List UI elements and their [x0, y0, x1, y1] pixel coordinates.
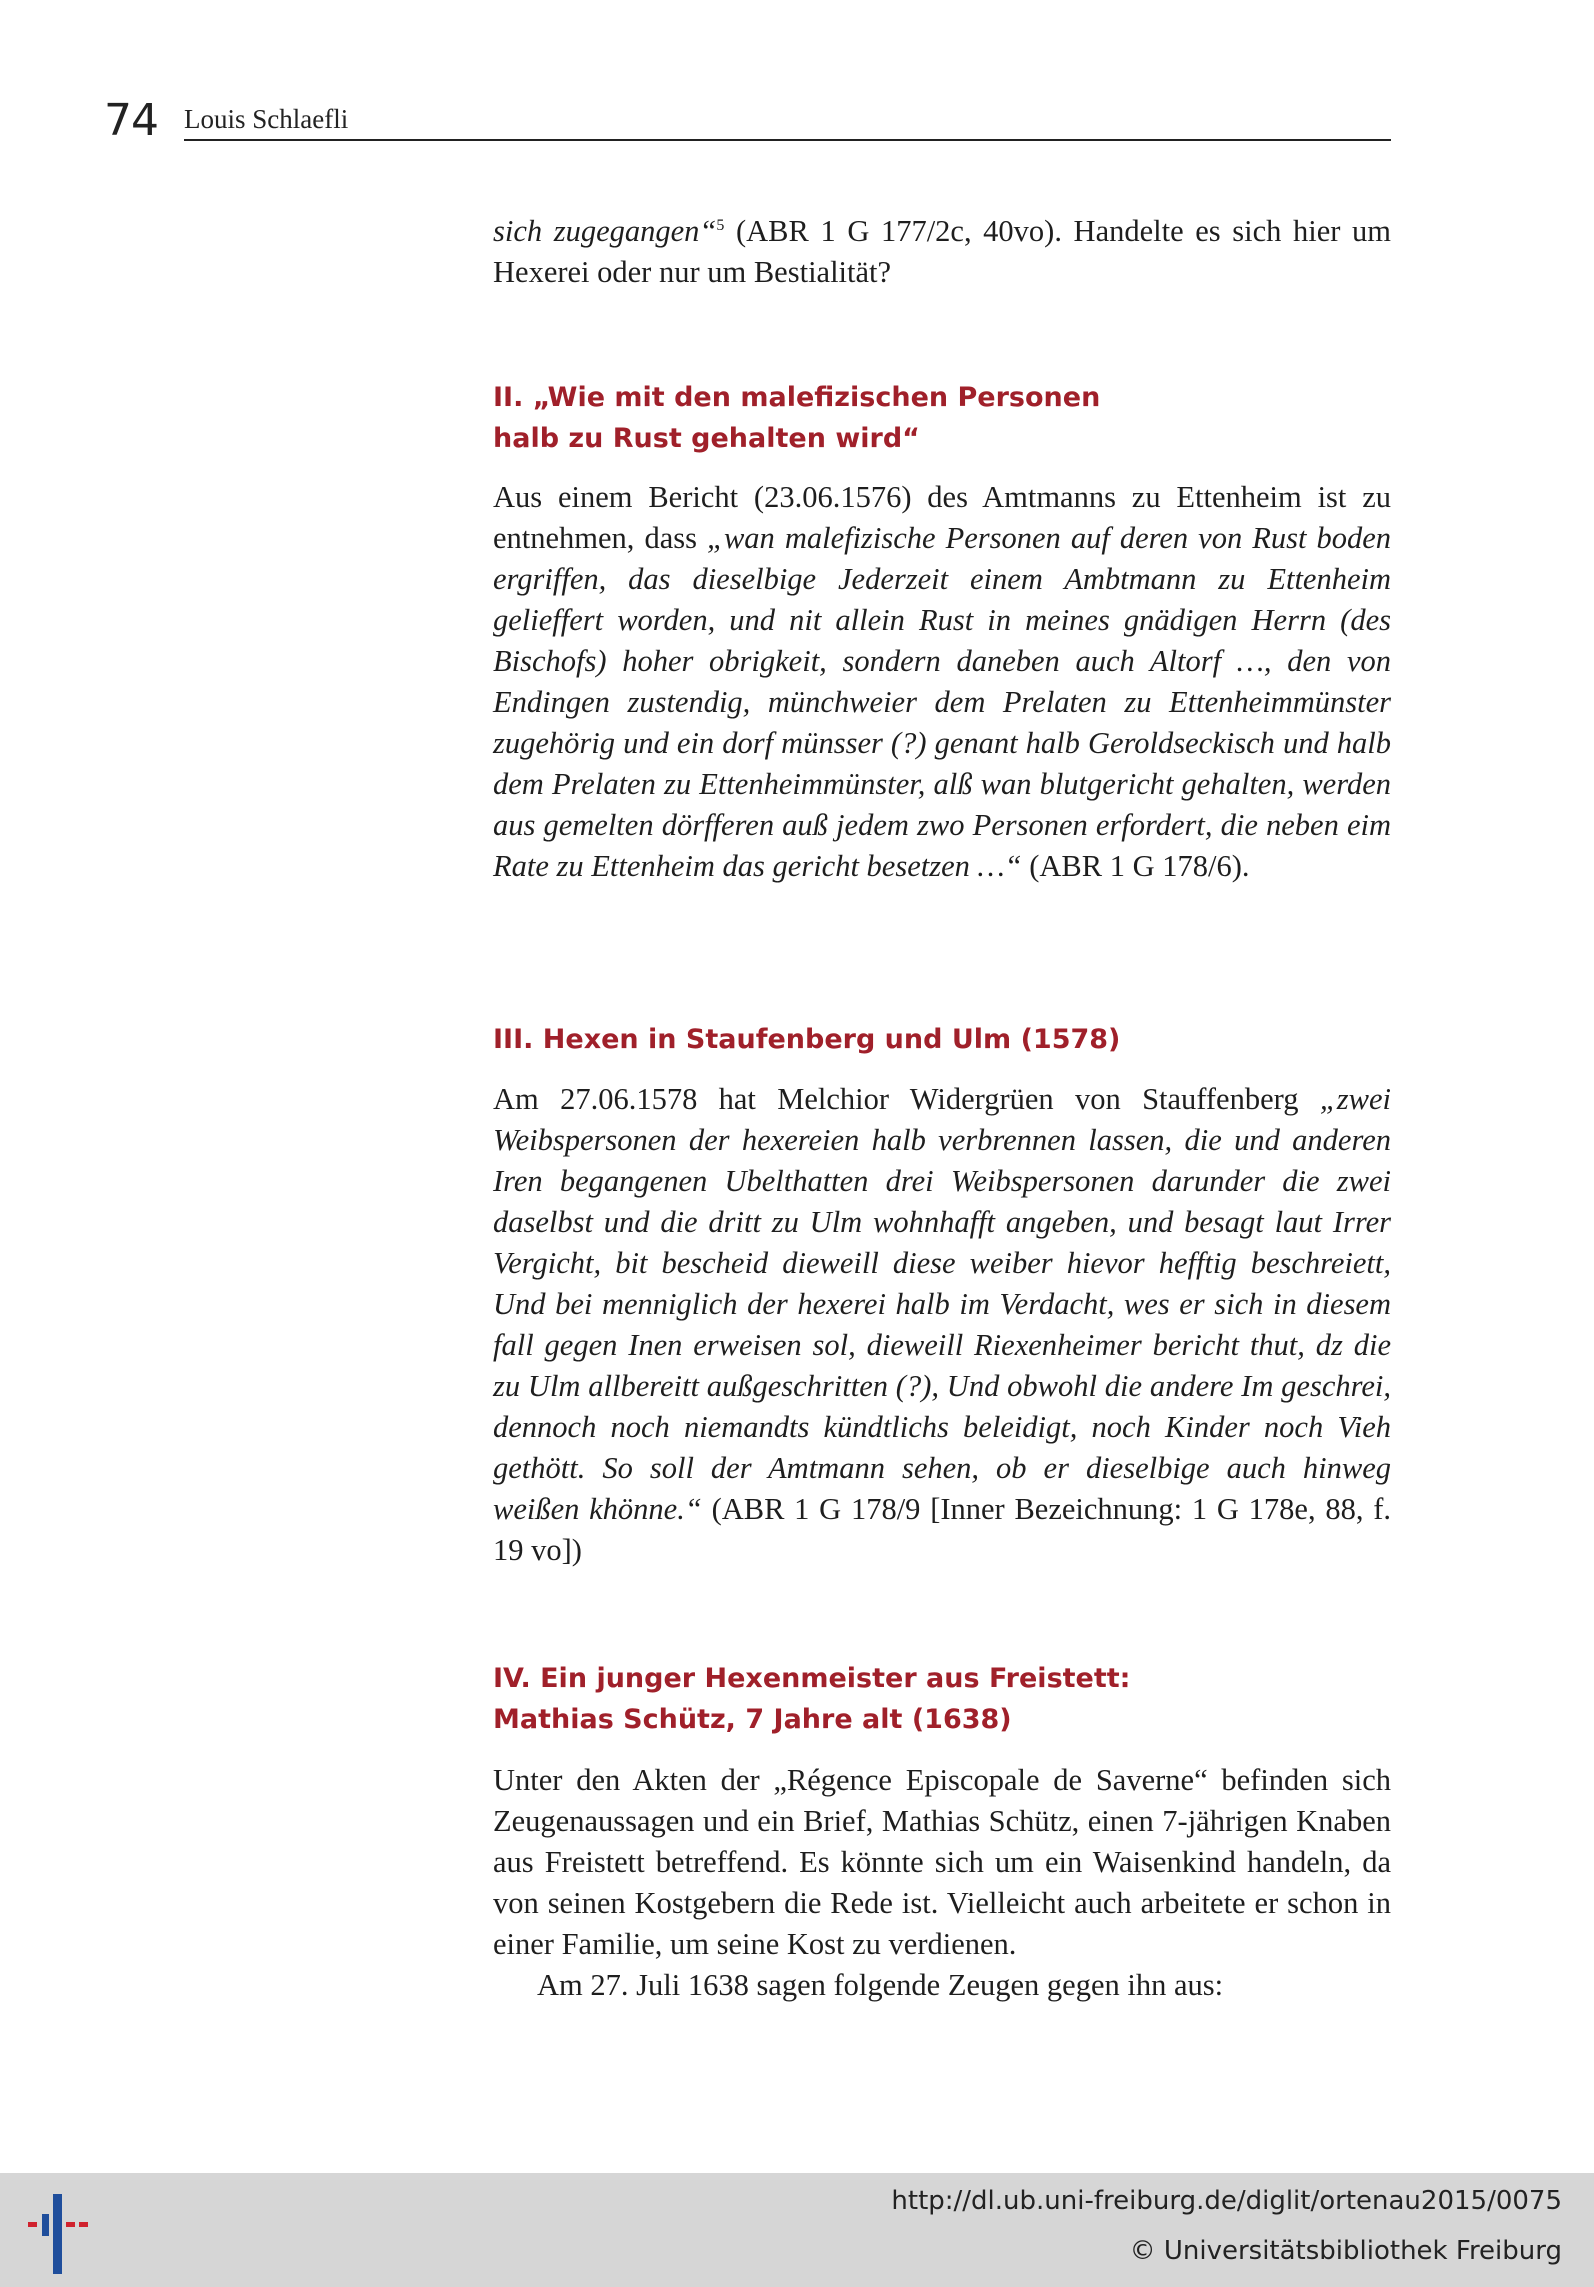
section-4-paragraph-1: Unter den Akten der „Régence Episcopale de Saverne“ befinden sich Zeugenaussagen und ein Brief, Mathias Schütz, einen 7-jährigen Knaben aus Freistett betreffend. Es könnte sich um ein Waisenkind handeln, da von seinen Kostgebern die Rede ist. Vielleicht auch arbeitete er schon in einer Familie, um seine Kost zu verdienen.	[493, 1763, 1391, 1961]
section-3-body	[493, 1079, 1391, 1571]
intro-text: (ABR 1 G 177/2c, 40vo). Handelte es sich hier um Hexerei oder nur um Bestialität?	[493, 214, 1391, 290]
section-2-text-start: Aus einem Bericht (23.06.1576) des Amtmanns zu Ettenheim ist zu entnehmen, dass	[493, 480, 1391, 555]
footer-copyright: © Universitätsbibliothek Freiburg	[1129, 2236, 1562, 2266]
ub-freiburg-logo-icon[interactable]	[22, 2188, 102, 2278]
section-4-heading	[493, 1658, 1391, 1740]
section-2-heading	[493, 377, 1391, 459]
section-3-heading	[493, 1019, 1391, 1060]
footer-url-link[interactable]: http://dl.ub.uni-freiburg.de/diglit/ortenau2015/0075	[891, 2186, 1562, 2216]
section-2-text-end: (ABR 1 G 178/6).	[1021, 849, 1250, 883]
header-rule	[184, 139, 1391, 141]
section-4-paragraph-2: Am 27. Juli 1638 sagen folgende Zeugen gegen ihn aus:	[537, 1968, 1224, 2002]
running-head-author: Louis Schlaefli	[184, 104, 349, 134]
section-3-text-start: Am 27.06.1578 hat Melchior Widergrüen von Stauffenberg	[493, 1082, 1320, 1116]
section-4-body	[493, 1760, 1391, 2006]
page-number: 74	[104, 95, 158, 146]
section-3-quote: „zwei Weibspersonen der hexereien halb verbrennen lassen, die und anderen Iren begangenen Ubelthatten drei Weibspersonen darunder die zwei daselbst und die dritt zu Ulm wohnhafft angeben, und besagt laut Irrer Vergicht, bit bescheid dieweill diese weiber hievor hefftig beschreiett, Und bei menniglich der hexerei halb im Verdacht, wes er sich in diesem fall gegen Inen erweisen sol, dieweill Riexenheimer bericht thut, dz die zu Ulm allbereitt außgeschritten (?), Und obwohl die andere Im geschrei, dennoch noch niemandts kündtlichs beleidigt, noch Kinder noch Vieh gethött. So soll der Amtmann sehen, ob er dieselbige auch hinweg weißen khönne.“	[493, 1082, 1391, 1526]
intro-italic: sich zugegangen“	[493, 214, 717, 249]
section-4-heading-line1: IV. Ein junger Hexenmeister aus Freistett:	[493, 1663, 1131, 1694]
section-4-heading-line2: Mathias Schütz, 7 Jahre alt (1638)	[493, 1704, 1012, 1735]
section-3-heading-text: III. Hexen in Staufenberg und Ulm (1578)	[493, 1024, 1121, 1055]
section-2-body	[493, 477, 1391, 887]
section-2-heading-line1: II. „Wie mit den malefizischen Personen	[493, 382, 1101, 413]
footnote-ref[interactable]: 5	[716, 217, 725, 234]
section-2-quote: „wan malefizische Personen auf deren von Rust boden ergriffen, das dieselbige Jederzeit einem Ambtmann zu Ettenheim gelieffert worden, und nit allein Rust in meines gnädigen Herrn (des Bischofs) hoher obrigkeit, sondern daneben auch Altorf …, den von Endingen zustendig, münchweier dem Prelaten zu Ettenheimmünster zugehörig und ein dorf münsser (?) genant halb Geroldseckisch und halb dem Prelaten zu Ettenheimmünster, alß wan blutgericht gehalten, werden aus gemelten dörfferen auß jedem zwo Personen erfordert, die neben eim Rate zu Ettenheim das gericht besetzen …“	[493, 521, 1391, 883]
intro-paragraph	[493, 205, 1391, 293]
section-2-heading-line2: halb zu Rust gehalten wird“	[493, 423, 920, 454]
section-3-text-end: (ABR 1 G 178/9 [Inner Bezeichnung: 1 G 178e, 88, f. 19 vo])	[493, 1492, 1391, 1567]
